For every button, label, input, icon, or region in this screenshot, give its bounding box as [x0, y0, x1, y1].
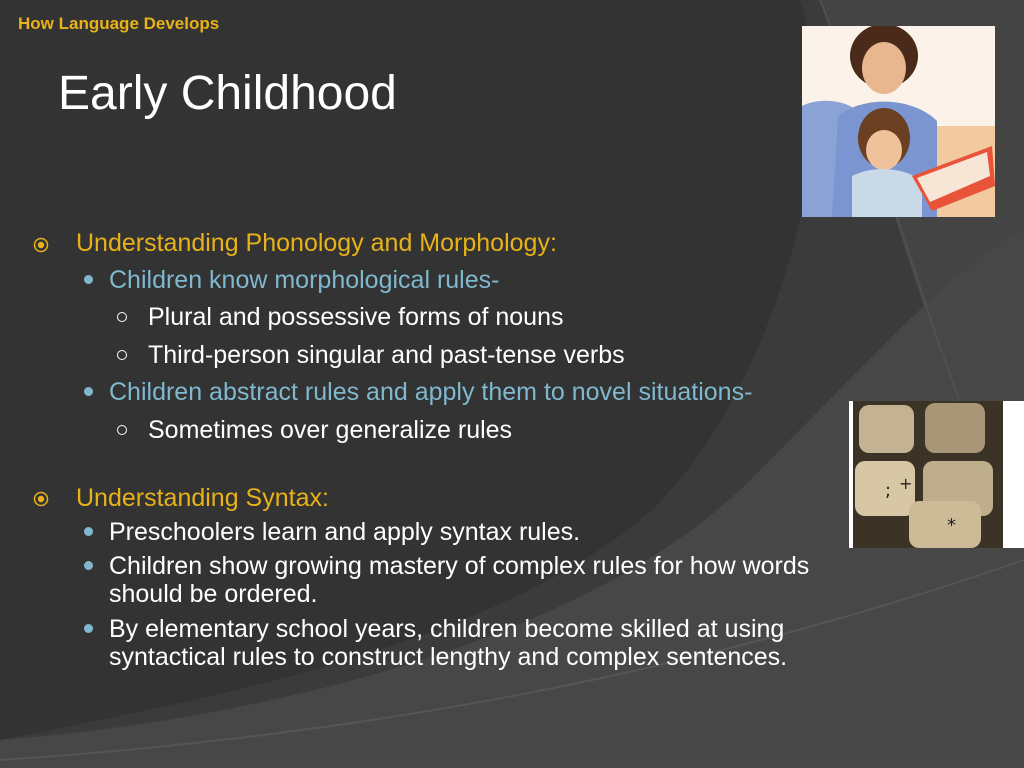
- hollow-bullet-icon: [117, 425, 127, 435]
- section1-item1: Children know morphological rules-: [109, 266, 500, 294]
- round-bullet-icon: [84, 624, 93, 633]
- header-tag: How Language Develops: [18, 14, 220, 33]
- section2-item1: Preschoolers learn and apply syntax rules.: [109, 518, 581, 546]
- circle-dot-bullet-icon: [33, 237, 49, 253]
- hollow-bullet-icon: [117, 350, 127, 360]
- section1-heading: Understanding Phonology and Morphology:: [76, 229, 557, 257]
- svg-text:;: ;: [885, 480, 892, 501]
- round-bullet-icon: [84, 561, 93, 570]
- section1-item2-sub1: Sometimes over generalize rules: [148, 416, 513, 444]
- section2-item2-line1: Children show growing mastery of complex rules for how words: [109, 552, 810, 580]
- section1-item2: Children abstract rules and apply them to novel situations-: [109, 378, 753, 406]
- svg-text:+: +: [899, 474, 913, 493]
- svg-text:*: *: [947, 515, 956, 536]
- round-bullet-icon: [84, 387, 93, 396]
- round-bullet-icon: [84, 275, 93, 284]
- section2-item3-line1: By elementary school years, children become skilled at using: [109, 615, 785, 643]
- slide-title: Early Childhood: [58, 67, 397, 120]
- section1-item1-sub1: Plural and possessive forms of nouns: [148, 303, 564, 331]
- round-bullet-icon: [84, 527, 93, 536]
- hollow-bullet-icon: [117, 312, 127, 322]
- circle-dot-bullet-icon: [33, 491, 49, 507]
- section2-item2-line2: should be ordered.: [109, 580, 318, 608]
- section2-item3-line2: syntactical rules to construct lengthy and complex sentences.: [109, 643, 788, 671]
- section2-heading: Understanding Syntax:: [76, 484, 329, 512]
- section1-item1-sub2: Third-person singular and past-tense verbs: [148, 341, 625, 369]
